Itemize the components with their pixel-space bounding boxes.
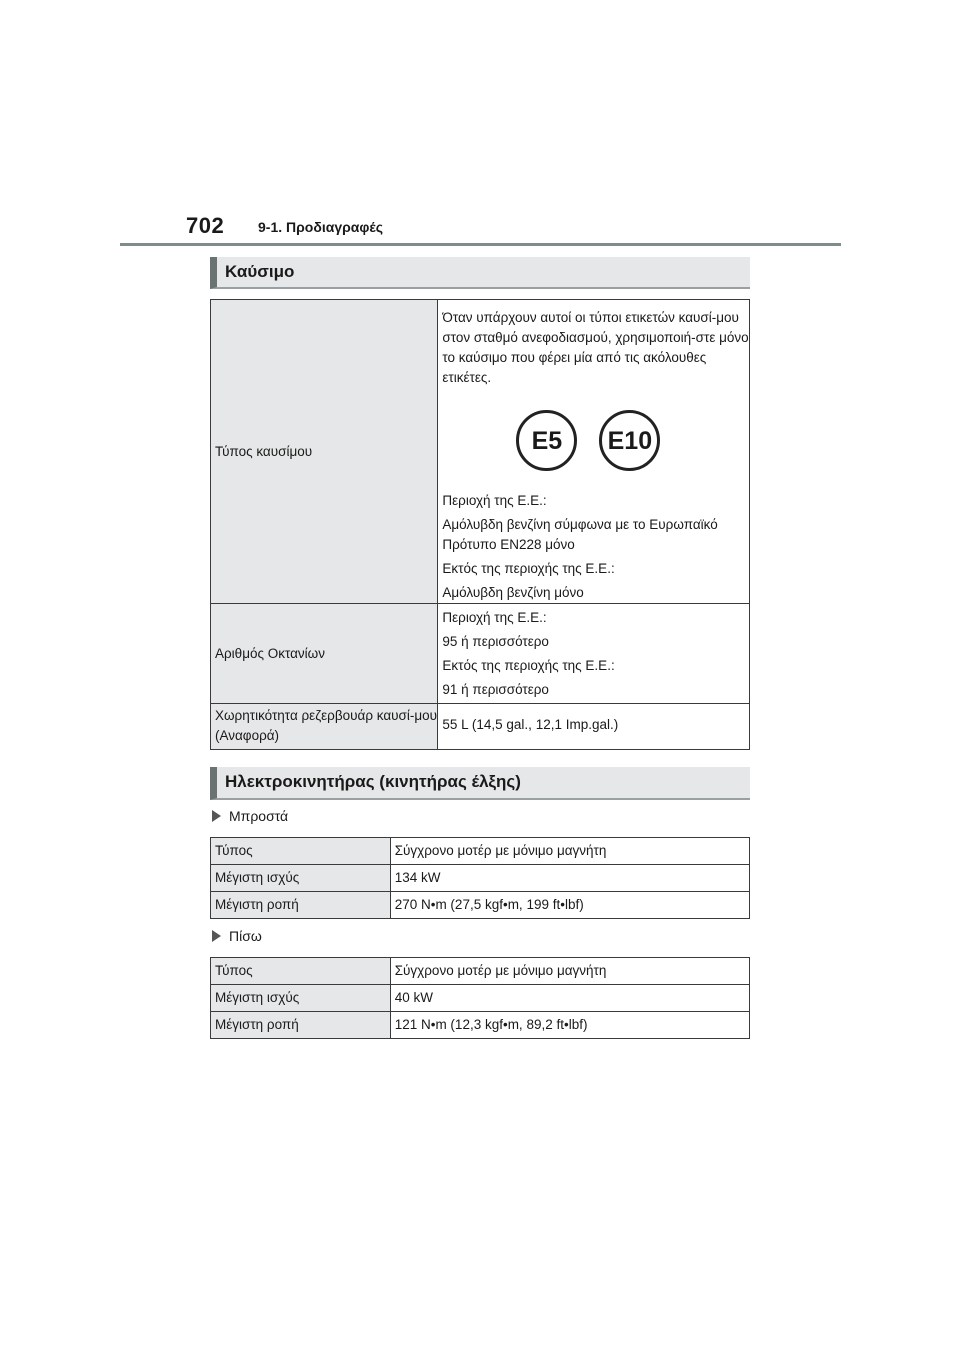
octane-label: Αριθμός Οκτανίων [215,645,325,661]
fuel-label-badges [516,410,749,471]
front-type-label: Τύπος [211,838,391,865]
octane-line: Περιοχή της Ε.Ε.: [442,609,547,625]
rear-type-value: Σύγχρονο μοτέρ με μόνιμο μαγνήτη [390,958,749,985]
motor-section-heading [210,767,750,800]
table-row [211,1012,750,1039]
header-divider [120,243,841,246]
octane-row [211,604,750,704]
octane-line: 95 ή περισσότερο [442,633,549,649]
fuel-type-line: Αμόλυβδη βενζίνη μόνο [442,585,584,600]
fuel-type-line: Εκτός της περιοχής της Ε.Ε.: [442,561,615,576]
front-label: Μπροστά [229,808,289,824]
table-key-cell [211,604,438,704]
triangle-bullet-icon [212,810,221,822]
front-power-value: 134 kW [390,865,749,892]
fuel-type-line: Αμόλυβδη βενζίνη σύμφωνα με το Ευρωπαϊκό Πρότυπο EN228 μόνο [442,517,718,552]
table-row [211,838,750,865]
fuel-type-line: Περιοχή της Ε.Ε.: [442,493,547,508]
fuel-type-label: Τύπος καυσίμου [215,443,313,459]
rear-label: Πίσω [229,928,262,944]
motor-heading-text: Ηλεκτροκινητήρας (κινητήρας έλξης) [225,772,521,791]
page-number: 702 [186,213,225,238]
table-key-cell [211,300,438,604]
rear-subheading [212,928,262,944]
tank-capacity-label: Χωρητικότητα ρεζερβουάρ καυσί-μου (Αναφορά) [215,708,438,743]
table-value-cell [438,704,750,750]
fuel-type-row [211,300,750,604]
table-row [211,892,750,919]
table-value-cell [438,604,750,704]
octane-line: Εκτός της περιοχής της Ε.Ε.: [442,657,615,673]
tank-capacity-row [211,704,750,750]
table-key-cell [211,704,438,750]
front-torque-label: Μέγιστη ροπή [211,892,391,919]
rear-type-label: Τύπος [211,958,391,985]
fuel-type-intro: Όταν υπάρχουν αυτοί οι τύποι ετικετών καυσί-μου στον σταθμό ανεφοδιασμού, χρησιμοποιή-στε μόνο το καύσιμο που φέρει μία από τις ακόλουθες ετικέτες. [442,310,749,385]
front-type-value: Σύγχρονο μοτέρ με μόνιμο μαγνήτη [390,838,749,865]
rear-power-label: Μέγιστη ισχύς [211,985,391,1012]
rear-motor-table [210,957,750,1039]
front-subheading [212,808,288,824]
e5-fuel-label-icon: E5 [516,410,577,471]
rear-torque-label: Μέγιστη ροπή [211,1012,391,1039]
e10-fuel-label-icon: E10 [599,410,660,471]
front-motor-table [210,837,750,919]
table-row [211,958,750,985]
front-power-label: Μέγιστη ισχύς [211,865,391,892]
octane-line: 91 ή περισσότερο [442,681,549,697]
fuel-spec-table [210,299,750,750]
fuel-heading-text: Καύσιμο [225,262,295,281]
front-torque-value: 270 N•m (27,5 kgf•m, 199 ft•lbf) [390,892,749,919]
table-row [211,985,750,1012]
section-title: 9-1. Προδιαγραφές [258,219,383,235]
rear-power-value: 40 kW [390,985,749,1012]
table-value-cell [438,300,750,604]
fuel-section-heading [210,257,750,289]
rear-torque-value: 121 N•m (12,3 kgf•m, 89,2 ft•lbf) [390,1012,749,1039]
tank-capacity-value: 55 L (14,5 gal., 12,1 Imp.gal.) [442,717,619,732]
table-row [211,865,750,892]
triangle-bullet-icon [212,930,221,942]
